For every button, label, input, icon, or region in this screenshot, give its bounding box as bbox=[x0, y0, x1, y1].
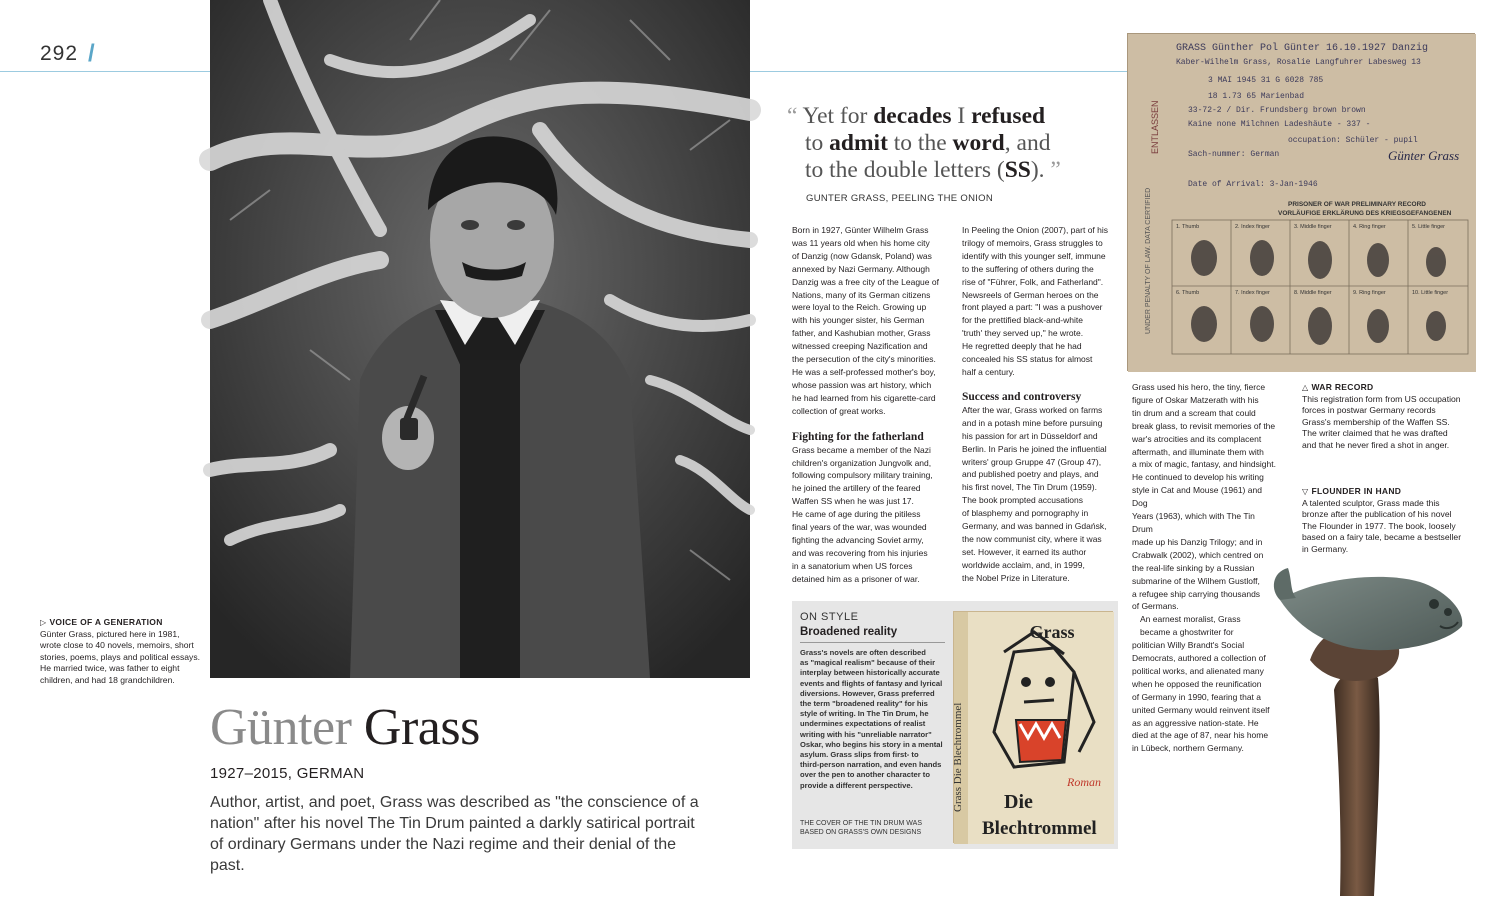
text-line: Years (1963), which with The Tin Drum bbox=[1132, 511, 1255, 534]
caption-war-record bbox=[1302, 382, 1477, 451]
text-line: whose passion was art history, which bbox=[792, 379, 932, 390]
text-line: undermines expectations of realist bbox=[800, 719, 926, 729]
triangle-right-icon: ▷ bbox=[40, 618, 47, 627]
quote-text: I bbox=[951, 103, 972, 129]
flounder-sculpture-illustration bbox=[1270, 560, 1470, 896]
text-line: of Germans. bbox=[1132, 601, 1179, 612]
doc-line: Kaber-Wilhelm Grass, Rosalie Langfuhrer Labesweg 13 bbox=[1176, 58, 1421, 67]
portrait-photo bbox=[210, 0, 750, 678]
text-line: writing with his "unreliable narrator" bbox=[800, 729, 932, 739]
caption-line: forces in postwar Germany records bbox=[1302, 405, 1436, 416]
subheading-success: Success and controversy bbox=[962, 390, 1082, 403]
sidebar-label: ON STYLE bbox=[800, 611, 859, 623]
text-line: The book prompted accusations bbox=[962, 495, 1083, 506]
book-author: Grass bbox=[1029, 622, 1075, 642]
quote-text: to bbox=[805, 130, 830, 156]
text-line: his passion for art in Düsseldorf and bbox=[962, 430, 1098, 441]
text-line: Grass became a member of the Nazi bbox=[792, 444, 931, 455]
text-line: Grass used his hero, the tiny, fierce bbox=[1132, 382, 1266, 392]
text-line: Nations, many of its German citizens bbox=[792, 289, 931, 300]
war-record-document bbox=[1127, 33, 1475, 371]
text-line: and in a potash mine before pursuing bbox=[962, 417, 1103, 428]
caption-title: VOICE OF A GENERATION bbox=[49, 617, 163, 627]
text-line: of blasphemy and pornography in bbox=[962, 508, 1089, 519]
text-line: provide a different perspective. bbox=[800, 780, 913, 790]
book-title-line1: Die bbox=[1004, 791, 1033, 813]
text-line: Newsreels of German heroes on the bbox=[962, 289, 1099, 300]
caption-line: wrote close to 40 novels, memoirs, short bbox=[40, 640, 194, 651]
text-line: writers' group Gruppe 47 (Group 47), bbox=[962, 456, 1102, 467]
text-line: Danzig was a free city of the League of bbox=[792, 276, 939, 287]
text-line: war's atrocities and its complacent bbox=[1132, 433, 1262, 444]
lifespan: 1927–2015, GERMAN bbox=[210, 765, 365, 782]
sidebar-text bbox=[800, 648, 950, 791]
text-line: final years of the war, was wounded bbox=[792, 522, 927, 533]
text-line: aftermath, and illuminate them with bbox=[1132, 446, 1264, 457]
caption-line: Günter Grass, pictured here in 1981, bbox=[40, 629, 180, 639]
text-line: witnessed creeping Nazification and bbox=[792, 341, 928, 352]
fp-label: 2. Index finger bbox=[1235, 224, 1270, 230]
text-line: annexed by Nazi Germany. Although bbox=[792, 263, 930, 274]
fp-label: 3. Middle finger bbox=[1294, 224, 1332, 230]
caption-line: based on a fairy tale, became a bestseller bbox=[1302, 532, 1462, 543]
text-line: style in Cat and Mouse (1961) and Dog bbox=[1132, 485, 1262, 509]
quote-emphasis: word bbox=[952, 130, 1005, 156]
text-line: died at the age of 87, near his home bbox=[1132, 730, 1269, 741]
tin-drum-book-cover bbox=[953, 611, 1113, 843]
doc-line: Sach-nummer: German bbox=[1188, 150, 1280, 159]
text-line: made up his Danzig Trilogy; and in bbox=[1132, 536, 1263, 547]
doc-line: 33-72-2 / Dir. Frundsberg brown brown bbox=[1188, 106, 1366, 115]
doc-line: GRASS Günther Pol Günter 16.10.1927 Danzig bbox=[1176, 43, 1429, 54]
caption-line: The Flounder in 1977. The book, loosely bbox=[1302, 520, 1456, 531]
doc-title-1: PRISONER OF WAR PRELIMINARY RECORD bbox=[1288, 201, 1426, 208]
quote-emphasis: refused bbox=[971, 103, 1046, 129]
text-line: interplay between historically accurate bbox=[800, 668, 940, 678]
doc-line: 3 MAI 1945 31 G 6028 785 bbox=[1208, 76, 1324, 85]
text-line: 'truth' they served up," he wrote. bbox=[962, 328, 1084, 339]
quote-emphasis: SS bbox=[1004, 157, 1031, 183]
text-line: following compulsory military training, bbox=[792, 470, 933, 481]
doc-line: Kaine none Milchnen Ladeshäute - 337 - bbox=[1188, 120, 1371, 129]
sidebar-heading: Broadened reality bbox=[800, 626, 898, 638]
triangle-up-icon: △ bbox=[1302, 383, 1309, 392]
caption-line: He married twice, was father to eight bbox=[40, 663, 180, 674]
doc-line: occupation: Schüler - pupil bbox=[1288, 136, 1418, 145]
fp-label: 4. Ring finger bbox=[1353, 224, 1386, 230]
text-line: half a century. bbox=[962, 366, 1015, 377]
fp-label: 5. Little finger bbox=[1412, 224, 1446, 230]
text-line: children's organization Jungvolk and, bbox=[792, 457, 932, 468]
text-line: and was recovering from his injuries bbox=[792, 547, 928, 558]
text-line: in a sanatorium when US forces bbox=[792, 560, 913, 571]
doc-title-2: VORLÄUFIGE ERKLÄRUNG DES KRIEGSGEFANGENEN bbox=[1278, 210, 1452, 217]
doc-left-text: UNDER PENALTY OF LAW. DATA CERTIFIED bbox=[1145, 187, 1152, 334]
title-last-name: Grass bbox=[363, 699, 480, 756]
doc-line: 18 1.73 65 Marienbad bbox=[1208, 92, 1305, 101]
text-line: Waffen SS when he was just 17. bbox=[792, 496, 914, 507]
doc-signature: Günter Grass bbox=[1388, 148, 1460, 163]
text-line: worldwide acclaim, and, in 1999, bbox=[962, 559, 1085, 570]
pull-quote bbox=[787, 103, 1127, 184]
text-line: fighting the advancing Soviet army, bbox=[792, 534, 924, 545]
intro-line: nation" after his novel The Tin Drum painted a darkly satirical portrait bbox=[210, 815, 695, 832]
fp-label: 10. Little finger bbox=[1412, 290, 1449, 296]
open-quote-mark: “ bbox=[787, 103, 798, 129]
caption-line: and that he never fired a shot in anger. bbox=[1302, 439, 1450, 450]
text-line: He was a self-professed mother's boy, bbox=[792, 366, 936, 377]
text-line: events and flights of fantasy and lyrical bbox=[800, 678, 943, 688]
sidebar-divider bbox=[800, 642, 945, 643]
text-line: Crabwalk (2002), which centred on bbox=[1132, 549, 1264, 560]
text-line: style of writing. In The Tin Drum, he bbox=[800, 709, 929, 719]
book-roman-label: Roman bbox=[1067, 775, 1101, 789]
text-line: asylum. Grass slips from first- to bbox=[800, 750, 919, 760]
header-rule-right bbox=[750, 71, 1128, 72]
subheading-fighting: Fighting for the fatherland bbox=[792, 430, 924, 443]
caption-title: FLOUNDER IN HAND bbox=[1311, 486, 1402, 496]
text-line: as "magical realism" because of their bbox=[800, 658, 936, 668]
text-line: diversions. However, Grass preferred bbox=[800, 688, 935, 698]
text-line: trilogy of memoirs, Grass struggles to bbox=[962, 237, 1103, 248]
quote-attribution: GUNTER GRASS, PEELING THE ONION bbox=[806, 193, 994, 204]
text-line: break glass, to revisit memories of the bbox=[1132, 420, 1276, 431]
text-line: He came of age during the pitiless bbox=[792, 509, 921, 520]
text-line: the now communist city, where it was bbox=[962, 533, 1102, 544]
text-line: Berlin. In Paris he joined the influential bbox=[962, 443, 1107, 454]
doc-line: Date of Arrival: 3-Jan-1946 bbox=[1188, 180, 1318, 189]
text-line: third-person narration, and even hands bbox=[800, 760, 942, 770]
quote-text: to the bbox=[887, 130, 953, 156]
text-line: collection of great works. bbox=[792, 405, 886, 416]
fp-label: 6. Thumb bbox=[1176, 290, 1200, 296]
fp-label: 1. Thumb bbox=[1176, 224, 1200, 230]
text-line: over the pen to another character to bbox=[800, 770, 930, 780]
text-line: became a ghostwriter for bbox=[1140, 627, 1234, 638]
text-line: set. However, it earned its author bbox=[962, 546, 1087, 557]
body-column-1 bbox=[792, 224, 957, 586]
body-column-3 bbox=[1132, 381, 1277, 755]
text-line: After the war, Grass worked on farms bbox=[962, 404, 1103, 415]
text-line: politician Willy Brandt's Social bbox=[1132, 640, 1245, 651]
text-line: Democrats, authored a collection of bbox=[1132, 653, 1266, 664]
page-number: 292 bbox=[40, 42, 79, 65]
text-line: he joined the artillery of the feared bbox=[792, 483, 921, 494]
book-title-line2: Blechtrommel bbox=[982, 818, 1097, 839]
caption-line: stories, poems, plays and political essays. bbox=[40, 651, 201, 662]
caption-line: A talented sculptor, Grass made this bbox=[1302, 498, 1440, 508]
text-line: In Peeling the Onion (2007), part of his bbox=[962, 225, 1109, 235]
text-line: Grass's novels are often described bbox=[800, 648, 926, 657]
header-rule-left bbox=[0, 71, 210, 72]
flounder-sculpture bbox=[1270, 560, 1470, 896]
doc-stamp: ENTLASSEN bbox=[1150, 100, 1160, 154]
text-line: were loyal to the Reich. Growing up bbox=[792, 302, 927, 313]
text-line: Germany, and was banned in Gdańsk, bbox=[962, 521, 1107, 532]
quote-text: , and bbox=[1004, 130, 1051, 156]
text-line: detained him as a prisoner of war. bbox=[792, 573, 920, 584]
text-line: to the suffering of others during the bbox=[962, 263, 1094, 274]
quote-emphasis: decades bbox=[873, 103, 952, 129]
text-line: of Germany in 1990, fearing that a bbox=[1132, 691, 1261, 702]
text-line: he had learned from his cigarette-card bbox=[792, 392, 936, 403]
caption-flounder-in-hand bbox=[1302, 486, 1477, 555]
page-title bbox=[210, 698, 480, 757]
text-line: Born in 1927, Günter Wilhelm Grass bbox=[792, 225, 929, 235]
text-line: of Danzig (now Gdansk, Poland) was bbox=[792, 250, 932, 261]
caption-line: The writer claimed that he was drafted bbox=[1302, 428, 1448, 439]
text-line: father, and Kashubian mother, Grass bbox=[792, 328, 931, 339]
text-line: THE COVER OF THE TIN DRUM WAS bbox=[800, 820, 922, 827]
caption-line: bronze after the publication of his novel bbox=[1302, 509, 1452, 520]
text-line: with his younger sister, his German bbox=[792, 315, 925, 326]
book-cover-caption bbox=[800, 819, 950, 837]
quote-text: Yet for bbox=[802, 103, 874, 129]
text-line: his first novel, The Tin Drum (1959). bbox=[962, 482, 1097, 493]
text-line: political works, and alienated many bbox=[1132, 665, 1264, 676]
fp-label: 7. Index finger bbox=[1235, 290, 1270, 296]
fp-label: 8. Middle finger bbox=[1294, 290, 1332, 296]
text-line: An earnest moralist, Grass bbox=[1140, 614, 1241, 625]
text-line: Oskar, who begins his story in a mental bbox=[800, 739, 943, 749]
text-line: the real-life sinking by a Russian bbox=[1132, 562, 1255, 573]
text-line: the Nobel Prize in Literature. bbox=[962, 572, 1070, 583]
page-marker: / bbox=[88, 40, 95, 67]
text-line: united Germany would reinvent itself bbox=[1132, 704, 1270, 715]
fp-label: 9. Ring finger bbox=[1353, 290, 1386, 296]
caption-line: in Germany. bbox=[1302, 543, 1349, 554]
text-line: was 11 years old when his home city bbox=[792, 237, 930, 248]
text-line: concealed his SS status for almost bbox=[962, 354, 1093, 365]
quote-text: ). bbox=[1030, 157, 1045, 183]
text-line: a mix of magic, fantasy, and hindsight. bbox=[1132, 459, 1276, 470]
intro-paragraph bbox=[210, 792, 710, 876]
text-line: He continued to develop his writing bbox=[1132, 472, 1264, 483]
text-line: a refugee ship carrying thousands bbox=[1132, 588, 1261, 599]
caption-voice-of-a-generation bbox=[40, 617, 205, 686]
text-line: figure of Oskar Matzerath with his bbox=[1132, 394, 1259, 405]
text-line: the persecution of the city's minorities. bbox=[792, 354, 936, 365]
portrait-illustration bbox=[210, 0, 750, 678]
text-line: identify with this younger self, immune bbox=[962, 250, 1106, 261]
caption-line: Grass's membership of the Waffen SS. bbox=[1302, 416, 1450, 427]
text-line: for the prettified black-and-white bbox=[962, 315, 1083, 326]
text-line: in Lübeck, northern Germany. bbox=[1132, 743, 1244, 754]
text-line: submarine of the Wilhem Gustloff, bbox=[1132, 575, 1260, 586]
text-line: as an aggressive nation-state. He bbox=[1132, 717, 1259, 728]
quote-emphasis: admit bbox=[829, 130, 888, 156]
text-line: rise of "Führer, Folk, and Fatherland". bbox=[962, 276, 1104, 287]
text-line: front played a part: "I was a pushover bbox=[962, 302, 1103, 313]
text-line: tin drum and a scream that could bbox=[1132, 407, 1256, 418]
text-line: and published poetry and plays, and bbox=[962, 469, 1099, 480]
intro-line: of ordinary Germans under the Nazi regime and their denial of the past. bbox=[210, 836, 677, 874]
caption-title: WAR RECORD bbox=[1311, 382, 1374, 392]
body-column-2 bbox=[962, 224, 1127, 585]
text-line: the term "broadened reality" for his bbox=[800, 699, 928, 709]
text-line: He regretted deeply that he had bbox=[962, 341, 1082, 352]
intro-line: Author, artist, and poet, Grass was described as "the conscience of a bbox=[210, 794, 699, 811]
caption-line: This registration form from US occupation bbox=[1302, 394, 1461, 404]
book-cover-illustration bbox=[954, 612, 1114, 844]
caption-line: children, and had 18 grandchildren. bbox=[40, 674, 175, 685]
quote-text: to the double letters ( bbox=[805, 157, 1005, 183]
book-spine-text: Grass Die Blechtrommel bbox=[952, 702, 964, 812]
title-first-name: Günter bbox=[210, 699, 352, 756]
war-record-illustration bbox=[1128, 34, 1476, 372]
text-line: when he opposed the reunification bbox=[1132, 678, 1262, 689]
close-quote-mark: ” bbox=[1050, 157, 1061, 183]
text-line: BASED ON GRASS'S OWN DESIGNS bbox=[800, 829, 922, 836]
triangle-down-icon: ▽ bbox=[1302, 487, 1309, 496]
